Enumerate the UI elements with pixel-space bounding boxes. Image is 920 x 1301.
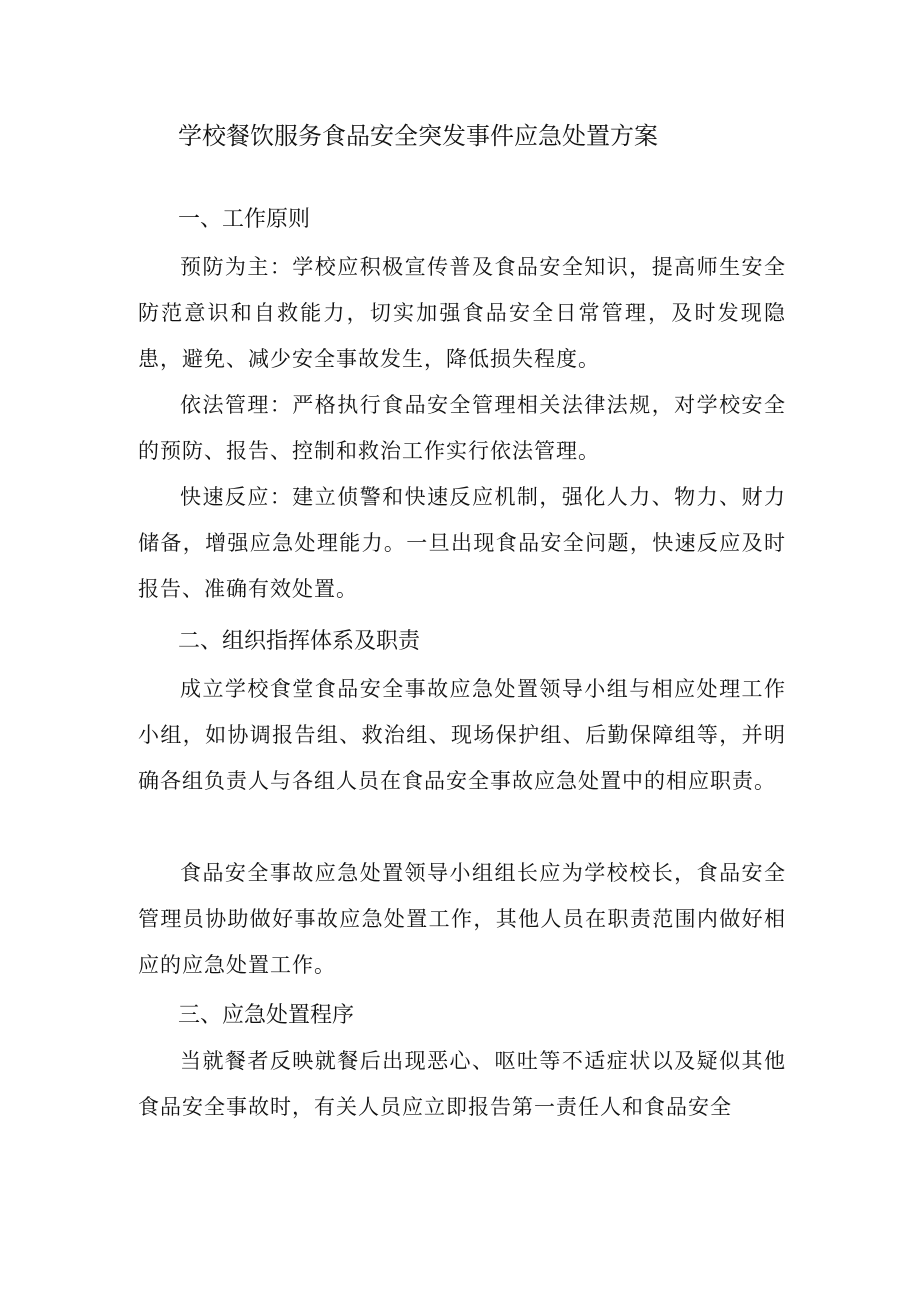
section-heading-organization: 二、组织指挥体系及职责 [178,629,421,654]
paragraph-law-management: 依法管理：严格执行食品安全管理相关法律法规，对学校安全的预防、报告、控制和救治工作实行依法管理。 [138,393,786,463]
document-title: 学校餐饮服务食品安全突发事件应急处置方案 [178,122,658,150]
paragraph-prevention: 预防为主：学校应积极宣传普及食品安全知识，提高师生安全防范意识和自救能力，切实加强食品安全日常管理，及时发现隐患，避免、减少安全事故发生，降低损失程度。 [138,255,786,371]
paragraph-leader-duty: 食品安全事故应急处置领导小组组长应为学校校长，食品安全管理员协助做好事故应急处置工作，其他人员在职责范围内做好相应的应急处置工作。 [138,861,786,977]
section-heading-procedure: 三、应急处置程序 [178,1003,355,1028]
section-heading-principles: 一、工作原则 [178,207,311,232]
paragraph-quick-response: 快速反应：建立侦警和快速反应机制，强化人力、物力、财力储备，增强应急处理能力。一旦出现食品安全问题，快速反应及时报告、准确有效处置。 [138,485,786,601]
paragraph-team-setup: 成立学校食堂食品安全事故应急处置领导小组与相应处理工作小组，如协调报告组、救治组、现场保护组、后勤保障组等，并明确各组负责人与各组人员在食品安全事故应急处置中的相应职责。 [138,677,786,793]
paragraph-report-procedure: 当就餐者反映就餐后出现恶心、呕吐等不适症状以及疑似其他食品安全事故时，有关人员应立即报告第一责任人和食品安全 [138,1049,786,1119]
